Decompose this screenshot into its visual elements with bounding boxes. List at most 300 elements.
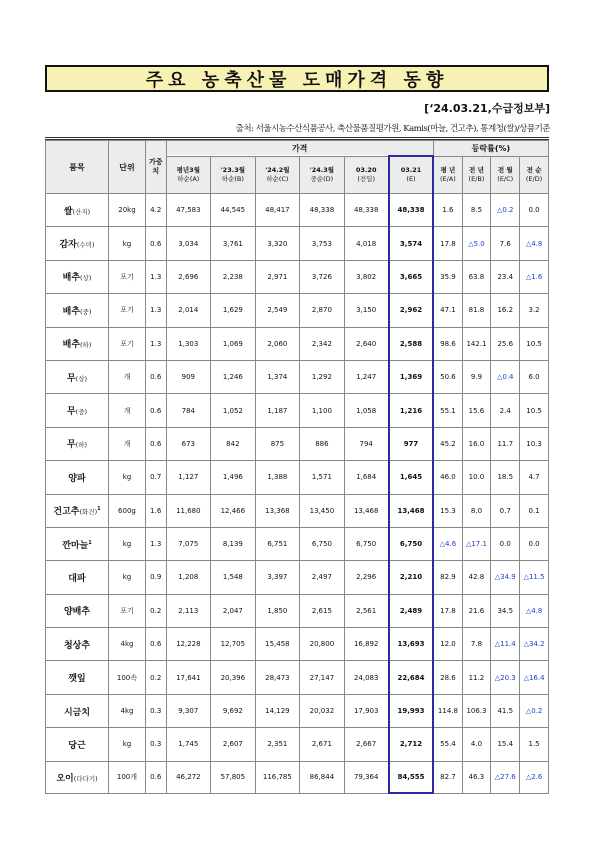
unit-cell: 4kg [109, 628, 146, 661]
rate-cell: 114.8 [433, 694, 462, 727]
price-col-header-line2: (E) [406, 175, 416, 183]
table-row [46, 294, 549, 327]
rate-cell: 17.8 [433, 227, 462, 260]
rate-cell: 8.0 [462, 494, 491, 527]
rate-cell: 15.3 [433, 494, 462, 527]
price-cell: 886 [300, 427, 345, 460]
rate-cell: 18.5 [491, 461, 520, 494]
rate-col-header-2 [491, 156, 520, 194]
price-cell: 1,745 [166, 728, 211, 761]
rate-cell: 11.2 [462, 661, 491, 694]
price-cell: 1,216 [389, 394, 434, 427]
price-cell: 16,892 [344, 628, 389, 661]
rate-cell: 10.0 [462, 461, 491, 494]
price-cell: 44,545 [211, 194, 256, 227]
weight-cell: 1.3 [145, 527, 166, 560]
price-cell: 6,750 [389, 527, 434, 560]
rate-cell: △1.6 [520, 260, 549, 293]
price-cell: 1,069 [211, 327, 256, 360]
table-body [46, 194, 549, 794]
rate-cell: 46.0 [433, 461, 462, 494]
rate-cell: 1.6 [433, 194, 462, 227]
table-row [46, 694, 549, 727]
price-cell: 48,417 [255, 194, 300, 227]
price-col-header-line1: 03.21 [400, 166, 422, 174]
item-variety: (하) [75, 441, 88, 450]
item-name: 양파 [68, 473, 86, 484]
price-cell: 1,548 [211, 561, 256, 594]
price-cell: 2,588 [389, 327, 434, 360]
price-cell: 27,147 [300, 661, 345, 694]
price-cell: 20,032 [300, 694, 345, 727]
weight-cell: 1.3 [145, 294, 166, 327]
price-cell: 3,574 [389, 227, 434, 260]
item-name: 감자 [59, 240, 77, 251]
price-cell: 842 [211, 427, 256, 460]
price-cell: 1,684 [344, 461, 389, 494]
table-row [46, 194, 549, 227]
table-row [46, 494, 549, 527]
unit-cell: 600g [109, 494, 146, 527]
price-cell: 4,018 [344, 227, 389, 260]
table-header [46, 141, 549, 194]
price-cell: 875 [255, 427, 300, 460]
rate-cell: 7.8 [462, 628, 491, 661]
rate-cell: 0.0 [491, 527, 520, 560]
rate-cell: 10.5 [520, 394, 549, 427]
price-cell: 116,785 [255, 761, 300, 793]
unit-cell: 개 [109, 360, 146, 393]
rate-cell: 41.5 [491, 694, 520, 727]
table-row [46, 260, 549, 293]
rate-col-header-line2: (E/B) [468, 174, 485, 183]
unit-cell: 100속 [109, 661, 146, 694]
price-cell: 977 [389, 427, 434, 460]
price-cell: 1,645 [389, 461, 434, 494]
price-cell: 2,870 [300, 294, 345, 327]
item-name-cell [46, 260, 109, 293]
price-col-header-line2: 중순(D) [310, 174, 334, 183]
price-col-header-line1: '24.2월 [265, 165, 290, 174]
price-col-header-line2: (전일) [357, 174, 375, 183]
rate-cell: 55.4 [433, 728, 462, 761]
item-name-cell [46, 394, 109, 427]
header-price-group: 가격 [166, 141, 433, 157]
price-cell: 2,667 [344, 728, 389, 761]
table-row [46, 561, 549, 594]
price-cell: 11,680 [166, 494, 211, 527]
price-col-header-line1: 평년3월 [176, 165, 200, 174]
rate-cell: 0.0 [520, 527, 549, 560]
price-cell: 1,127 [166, 461, 211, 494]
rate-cell: 4.7 [520, 461, 549, 494]
rate-cell: 50.6 [433, 360, 462, 393]
item-name: 쌀 [63, 206, 73, 217]
rate-cell: 16.0 [462, 427, 491, 460]
price-cell: 48,338 [344, 194, 389, 227]
price-cell: 1,247 [344, 360, 389, 393]
price-cell: 13,368 [255, 494, 300, 527]
price-cell: 794 [344, 427, 389, 460]
table-row [46, 728, 549, 761]
item-name: 무 [66, 407, 76, 418]
item-variety: (중) [80, 307, 92, 316]
item-variety: (상) [80, 274, 92, 283]
price-cell: 2,971 [255, 260, 300, 293]
price-table [45, 140, 549, 794]
price-cell: 1,187 [255, 394, 300, 427]
price-cell: 2,014 [166, 294, 211, 327]
price-cell: 1,388 [255, 461, 300, 494]
weight-cell: 0.7 [145, 461, 166, 494]
item-variety: (중) [75, 408, 88, 417]
price-cell: 3,034 [166, 227, 211, 260]
price-cell: 8,139 [211, 527, 256, 560]
item-name: 당근 [68, 740, 86, 751]
rate-cell: 106.3 [462, 694, 491, 727]
price-cell: 3,761 [211, 227, 256, 260]
rate-cell: 1.5 [520, 728, 549, 761]
unit-cell: 20kg [109, 194, 146, 227]
rate-cell: 9.9 [462, 360, 491, 393]
unit-cell: 포기 [109, 327, 146, 360]
rate-cell: △0.2 [520, 694, 549, 727]
item-variety: (상) [75, 374, 88, 383]
item-name-cell [46, 628, 109, 661]
item-name: 청상추 [63, 640, 91, 651]
rate-cell: △5.0 [462, 227, 491, 260]
item-name-cell [46, 561, 109, 594]
rate-cell: △4.8 [520, 227, 549, 260]
price-cell: 2,962 [389, 294, 434, 327]
rate-cell: 42.8 [462, 561, 491, 594]
price-cell: 13,468 [389, 494, 434, 527]
unit-cell: 개 [109, 427, 146, 460]
price-cell: 17,641 [166, 661, 211, 694]
price-col-header-line2: 하순(B) [221, 174, 244, 183]
item-name-cell [46, 661, 109, 694]
rate-cell: △34.9 [491, 561, 520, 594]
rate-cell: 21.6 [462, 594, 491, 627]
price-cell: 3,726 [300, 260, 345, 293]
rate-cell: △34.2 [520, 628, 549, 661]
price-cell: 1,100 [300, 394, 345, 427]
table-row [46, 394, 549, 427]
price-cell: 2,113 [166, 594, 211, 627]
price-cell: 2,607 [211, 728, 256, 761]
rate-cell: 10.3 [520, 427, 549, 460]
item-name-cell [46, 728, 109, 761]
price-cell: 3,753 [300, 227, 345, 260]
table-row [46, 661, 549, 694]
weight-cell: 0.2 [145, 661, 166, 694]
rate-cell: 16.2 [491, 294, 520, 327]
price-cell: 2,342 [300, 327, 345, 360]
item-name-cell [46, 194, 109, 227]
price-cell: 47,583 [166, 194, 211, 227]
rate-cell: 3.2 [520, 294, 549, 327]
unit-cell: 포기 [109, 294, 146, 327]
price-cell: 2,712 [389, 728, 434, 761]
price-cell: 3,802 [344, 260, 389, 293]
price-cell: 6,751 [255, 527, 300, 560]
item-name: 깐마늘 [62, 540, 89, 551]
price-col-header-line2: 하순(A) [177, 174, 200, 183]
price-cell: 1,850 [255, 594, 300, 627]
price-cell: 2,210 [389, 561, 434, 594]
price-cell: 1,571 [300, 461, 345, 494]
price-cell: 1,208 [166, 561, 211, 594]
rate-cell: 0.1 [520, 494, 549, 527]
price-cell: 1,303 [166, 327, 211, 360]
rate-col-header-line1: 전 순 [526, 165, 542, 174]
rate-col-header-line2: (E/A) [440, 174, 456, 183]
rate-cell: 15.4 [491, 728, 520, 761]
rate-cell: 6.0 [520, 360, 549, 393]
table-row [46, 227, 549, 260]
price-cell: 2,561 [344, 594, 389, 627]
price-col-header-line1: '24.3월 [309, 165, 335, 174]
price-cell: 48,338 [389, 194, 434, 227]
weight-cell: 4.2 [145, 194, 166, 227]
weight-cell: 0.6 [145, 360, 166, 393]
price-cell: 17,903 [344, 694, 389, 727]
rate-cell: 82.7 [433, 761, 462, 793]
table-row [46, 360, 549, 393]
price-col-header-4 [344, 156, 389, 194]
price-cell: 2,671 [300, 728, 345, 761]
rate-cell: △11.5 [520, 561, 549, 594]
price-cell: 1,292 [300, 360, 345, 393]
rate-cell: 11.7 [491, 427, 520, 460]
item-name: 깻잎 [68, 674, 86, 685]
rate-cell: △17.1 [462, 527, 491, 560]
item-name: 오이 [56, 773, 74, 784]
unit-cell: 포기 [109, 260, 146, 293]
table-row [46, 761, 549, 793]
rate-col-header-line2: (E/C) [497, 174, 514, 183]
item-name-cell [46, 227, 109, 260]
weight-cell: 0.6 [145, 394, 166, 427]
weight-cell: 0.9 [145, 561, 166, 594]
rate-cell: 98.6 [433, 327, 462, 360]
price-cell: 1,374 [255, 360, 300, 393]
table-row [46, 461, 549, 494]
price-cell: 6,750 [300, 527, 345, 560]
rate-col-header-line1: 전 년 [469, 165, 484, 174]
price-cell: 3,320 [255, 227, 300, 260]
price-col-header-3 [300, 156, 345, 194]
price-cell: 2,238 [211, 260, 256, 293]
page-title: 주요 농축산물 도매가격 동향 [145, 69, 449, 91]
rate-col-header-3 [520, 156, 549, 194]
item-name: 배추 [62, 340, 81, 351]
weight-cell: 0.3 [145, 728, 166, 761]
rate-cell: △4.6 [433, 527, 462, 560]
rate-cell: 23.4 [491, 260, 520, 293]
item-name: 배추 [62, 306, 81, 317]
rate-cell: △0.2 [491, 194, 520, 227]
weight-cell: 0.2 [145, 594, 166, 627]
price-cell: 1,058 [344, 394, 389, 427]
item-variety: (하) [80, 341, 92, 350]
item-name-cell [46, 494, 109, 527]
price-cell: 3,150 [344, 294, 389, 327]
rate-cell: 2.4 [491, 394, 520, 427]
item-name-cell [46, 527, 109, 560]
price-cell: 20,396 [211, 661, 256, 694]
price-cell: 2,489 [389, 594, 434, 627]
price-cell: 1,629 [211, 294, 256, 327]
price-cell: 13,468 [344, 494, 389, 527]
rate-cell: 35.9 [433, 260, 462, 293]
item-name-cell [46, 360, 109, 393]
price-cell: 9,307 [166, 694, 211, 727]
price-cell: 2,047 [211, 594, 256, 627]
rate-cell: △0.4 [491, 360, 520, 393]
item-name: 대파 [68, 573, 86, 584]
unit-cell: 개 [109, 394, 146, 427]
price-cell: 19,993 [389, 694, 434, 727]
price-cell: 2,549 [255, 294, 300, 327]
price-cell: 28,473 [255, 661, 300, 694]
rate-cell: 7.6 [491, 227, 520, 260]
item-variety: (다다기) [73, 774, 98, 783]
rate-cell: 28.6 [433, 661, 462, 694]
price-cell: 1,246 [211, 360, 256, 393]
weight-cell: 1.3 [145, 260, 166, 293]
item-name: 무 [66, 440, 76, 451]
rate-cell: 46.3 [462, 761, 491, 793]
rate-cell: 0.0 [520, 194, 549, 227]
item-variety: (화건) [79, 508, 98, 517]
price-cell: 2,640 [344, 327, 389, 360]
rate-col-header-line1: 평 년 [440, 165, 456, 174]
table-row [46, 427, 549, 460]
rate-cell: △4.8 [520, 594, 549, 627]
rate-cell: 25.6 [491, 327, 520, 360]
item-name-cell [46, 694, 109, 727]
item-name: 건고추 [53, 507, 80, 518]
unit-cell: kg [109, 227, 146, 260]
table-row [46, 594, 549, 627]
price-cell: 15,458 [255, 628, 300, 661]
price-cell: 22,684 [389, 661, 434, 694]
price-cell: 2,351 [255, 728, 300, 761]
header-item: 품목 [46, 141, 109, 194]
rate-cell: 4.0 [462, 728, 491, 761]
price-cell: 1,052 [211, 394, 256, 427]
price-cell: 2,696 [166, 260, 211, 293]
rate-cell: 63.8 [462, 260, 491, 293]
rate-col-header-1 [462, 156, 491, 194]
weight-cell: 0.6 [145, 628, 166, 661]
price-cell: 784 [166, 394, 211, 427]
weight-cell: 0.3 [145, 694, 166, 727]
rate-cell: 82.9 [433, 561, 462, 594]
price-col-header-line1: '23.3월 [220, 165, 245, 174]
weight-cell: 0.6 [145, 227, 166, 260]
price-cell: 79,364 [344, 761, 389, 793]
unit-cell: 포기 [109, 594, 146, 627]
rate-cell: 12.0 [433, 628, 462, 661]
price-cell: 13,693 [389, 628, 434, 661]
rate-col-header-line1: 전 월 [497, 165, 513, 174]
price-col-header-1 [211, 156, 256, 194]
price-cell: 2,296 [344, 561, 389, 594]
weight-cell: 1.3 [145, 327, 166, 360]
header-weight: 가중치 [145, 141, 166, 194]
price-cell: 673 [166, 427, 211, 460]
title-banner [45, 65, 549, 92]
rate-cell: 142.1 [462, 327, 491, 360]
item-name: 무 [66, 373, 76, 384]
report-date: [‘24.03.21,수급정보부] [424, 102, 550, 115]
price-cell: 57,805 [211, 761, 256, 793]
price-cell: 12,705 [211, 628, 256, 661]
price-cell: 1,369 [389, 360, 434, 393]
price-cell: 3,665 [389, 260, 434, 293]
price-cell: 2,615 [300, 594, 345, 627]
rate-cell: 17.8 [433, 594, 462, 627]
table-row [46, 327, 549, 360]
item-name-cell [46, 327, 109, 360]
price-cell: 20,800 [300, 628, 345, 661]
table-row [46, 628, 549, 661]
rate-cell: 8.5 [462, 194, 491, 227]
price-col-header-line2: 하순(C) [266, 174, 289, 183]
price-cell: 3,397 [255, 561, 300, 594]
unit-cell: 4kg [109, 694, 146, 727]
rate-cell: △16.4 [520, 661, 549, 694]
item-name-cell [46, 461, 109, 494]
price-cell: 909 [166, 360, 211, 393]
price-cell: 1,496 [211, 461, 256, 494]
header-unit: 단위 [109, 141, 146, 194]
price-cell: 12,466 [211, 494, 256, 527]
item-name: 배추 [62, 273, 81, 284]
rate-cell: △2.6 [520, 761, 549, 793]
rate-cell: 81.8 [462, 294, 491, 327]
item-name-cell [46, 594, 109, 627]
price-cell: 14,129 [255, 694, 300, 727]
rate-cell: 45.2 [433, 427, 462, 460]
price-cell: 46,272 [166, 761, 211, 793]
item-name: 시금치 [63, 707, 91, 718]
price-col-header-line1: 03.20 [355, 165, 377, 174]
unit-cell: 100개 [109, 761, 146, 793]
rate-cell: 15.6 [462, 394, 491, 427]
rate-cell: 10.5 [520, 327, 549, 360]
rate-cell: △27.6 [491, 761, 520, 793]
unit-cell: kg [109, 461, 146, 494]
rate-cell: 34.5 [491, 594, 520, 627]
price-col-header-5 [389, 156, 434, 194]
price-cell: 9,692 [211, 694, 256, 727]
item-name-cell [46, 427, 109, 460]
weight-cell: 1.6 [145, 494, 166, 527]
price-cell: 24,083 [344, 661, 389, 694]
item-footnote-mark: 1 [88, 539, 92, 546]
weight-cell: 0.6 [145, 427, 166, 460]
weight-cell: 0.6 [145, 761, 166, 793]
price-cell: 86,844 [300, 761, 345, 793]
price-cell: 2,497 [300, 561, 345, 594]
item-footnote-mark: 1 [97, 506, 101, 513]
price-cell: 48,338 [300, 194, 345, 227]
unit-cell: kg [109, 561, 146, 594]
table-row [46, 527, 549, 560]
